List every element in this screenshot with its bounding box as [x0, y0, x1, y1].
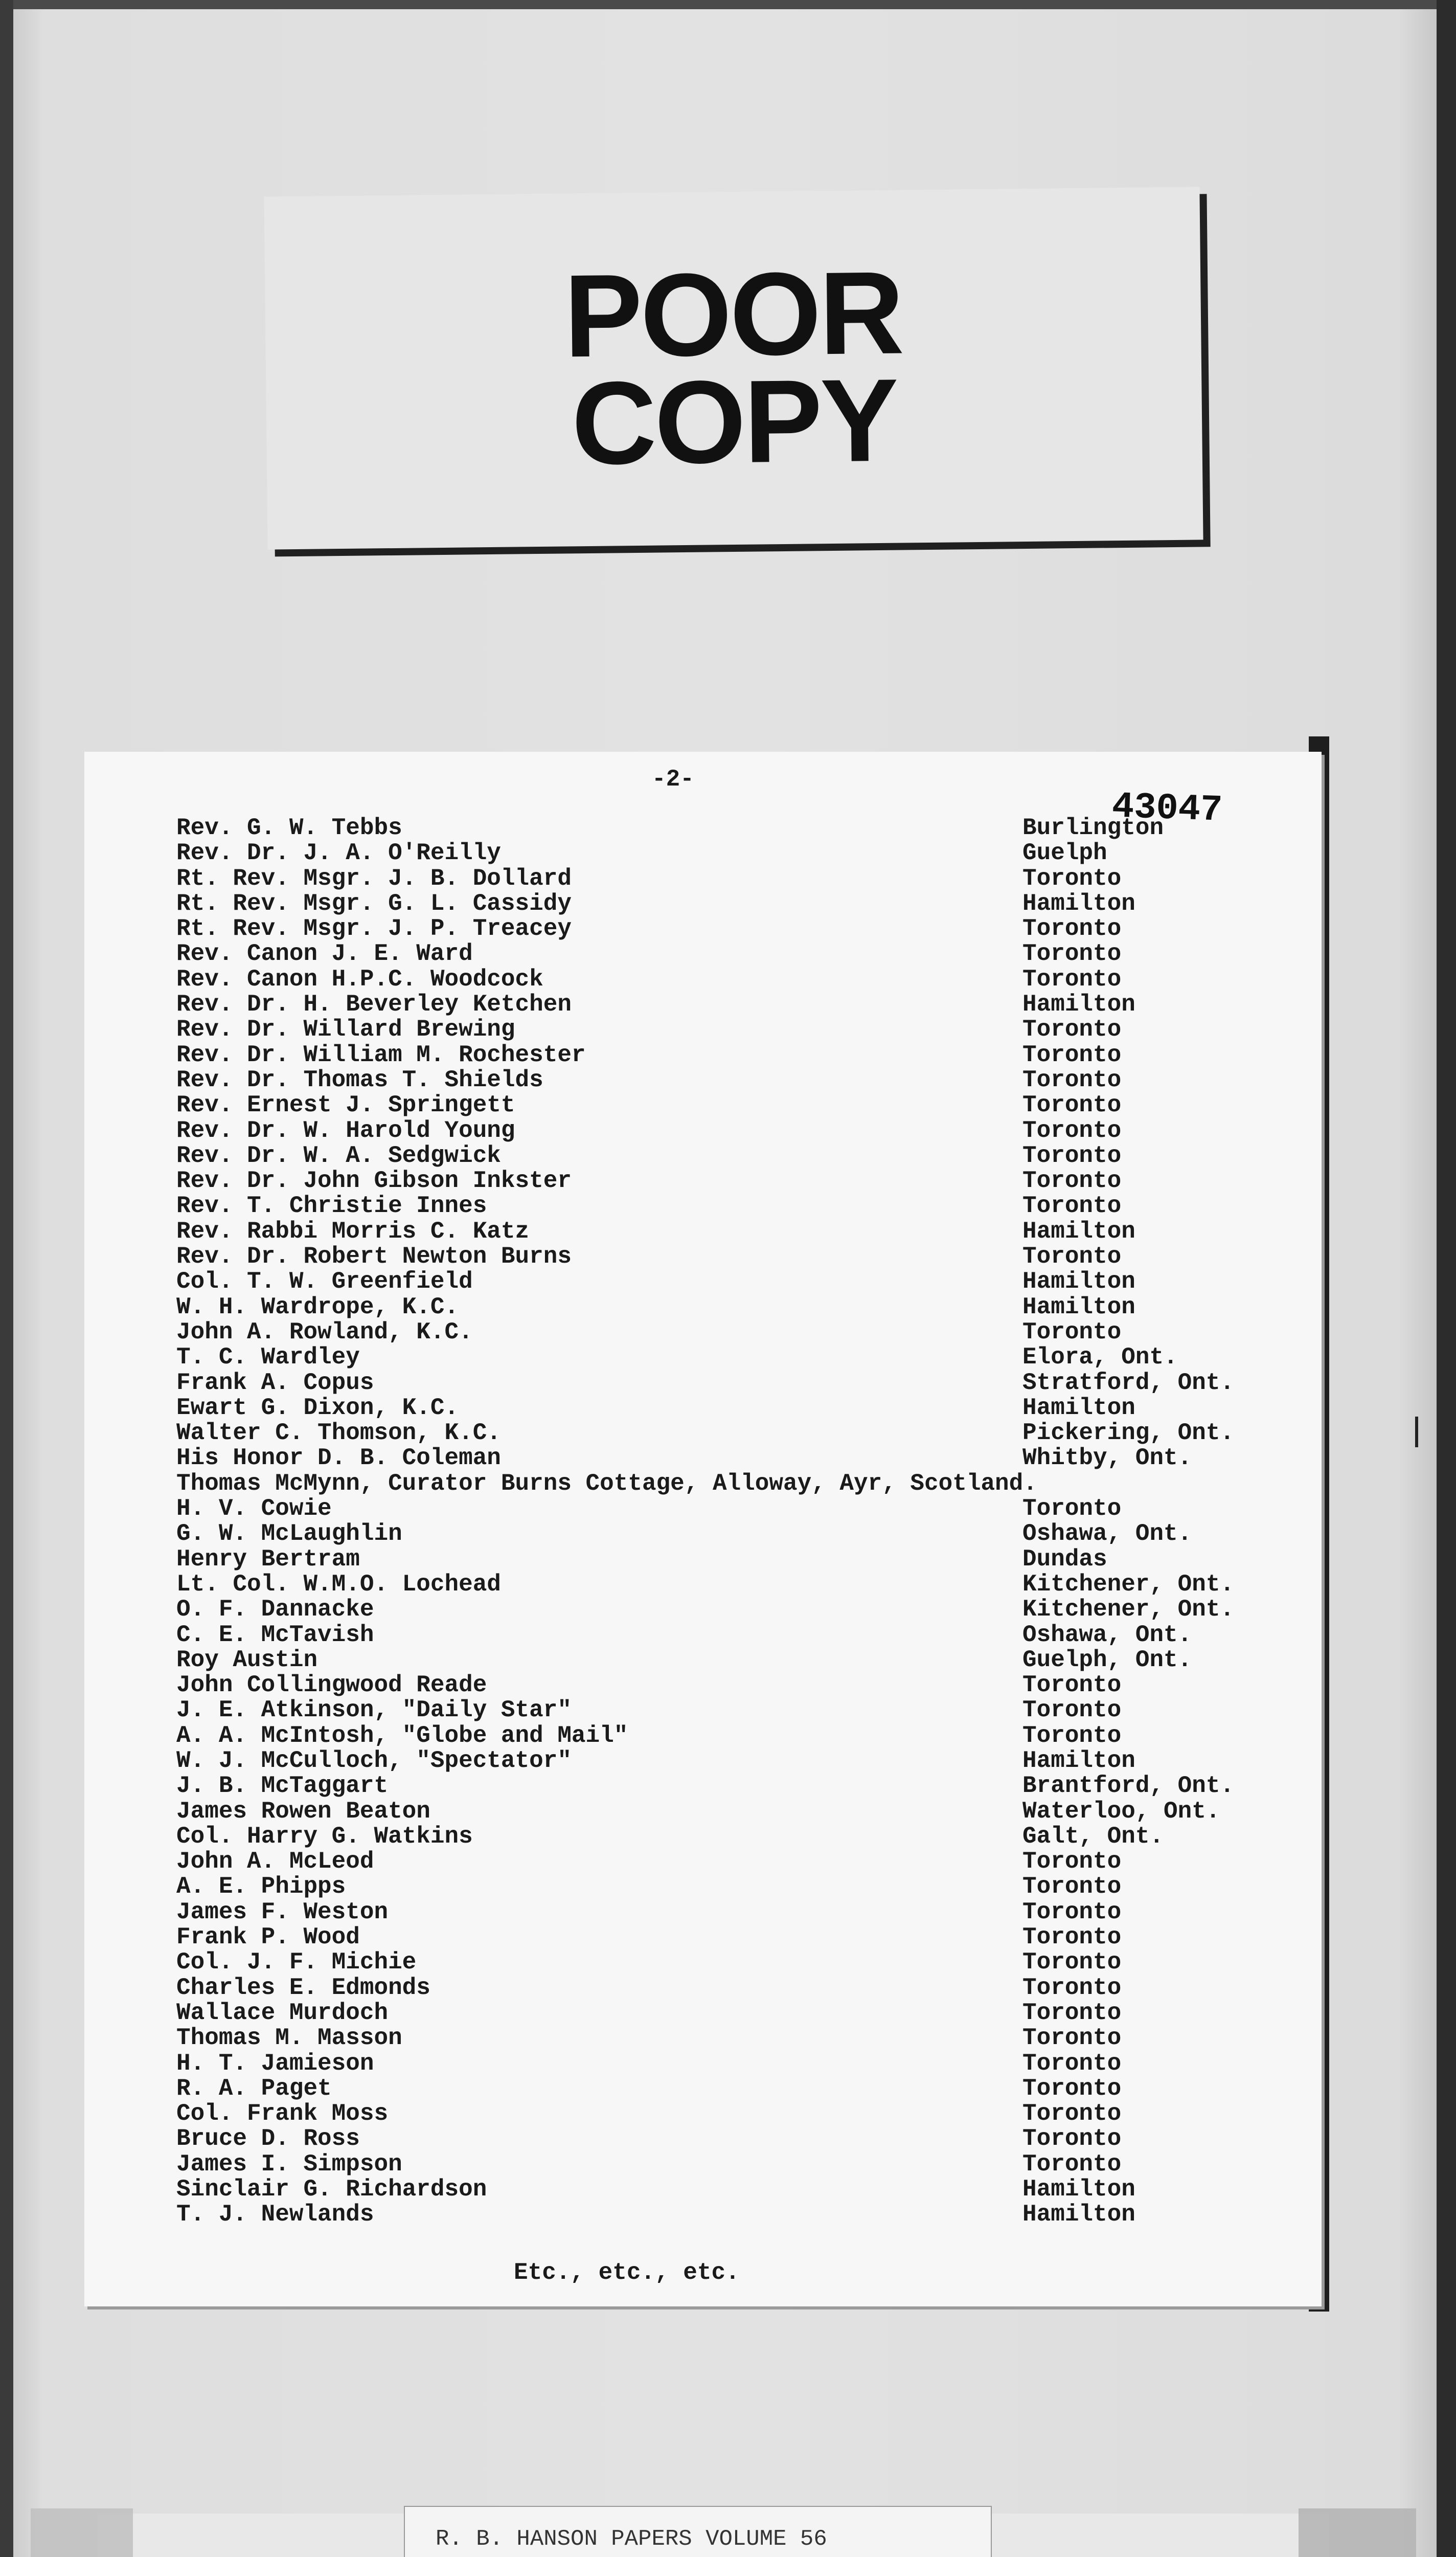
- typed-document-sheet: [84, 752, 1322, 2306]
- entry-name: Thomas M. Masson: [176, 2025, 402, 2052]
- entry-city: Toronto: [1022, 1974, 1122, 2001]
- entry-name: T. J. Newlands: [176, 2201, 374, 2228]
- entry-city: Toronto: [1022, 1318, 1122, 1345]
- entry-city: Toronto: [1022, 1722, 1122, 1749]
- list-item: [176, 1496, 1311, 1521]
- entry-city: Elora, Ont.: [1022, 1344, 1178, 1371]
- entry-city: Whitby, Ont.: [1022, 1445, 1192, 1472]
- entry-name: W. H. Wardrope, K.C.: [176, 1293, 459, 1320]
- poor-copy-line-2: COPY: [571, 354, 898, 489]
- poor-copy-line-1: POOR: [563, 246, 903, 382]
- list-item: [176, 1371, 1311, 1396]
- list-item: [176, 866, 1311, 891]
- tape-left: [31, 2508, 133, 2557]
- list-item: [176, 1723, 1311, 1748]
- entry-name: John A. McLeod: [176, 1848, 374, 1875]
- entry-name: Sinclair G. Richardson: [176, 2176, 487, 2203]
- list-item: [176, 1950, 1311, 1975]
- entry-name: T. C. Wardley: [176, 1344, 360, 1371]
- entry-city: Kitchener, Ont.: [1022, 1571, 1235, 1598]
- list-item: [176, 1900, 1311, 1925]
- list-item: [176, 1446, 1311, 1471]
- entry-city: Galt, Ont.: [1022, 1823, 1164, 1850]
- list-item: [176, 2177, 1311, 2202]
- entry-city: Toronto: [1022, 1092, 1122, 1119]
- list-item: [176, 1093, 1311, 1118]
- list-item: [176, 1194, 1311, 1219]
- entry-name: Rev. Canon J. E. Ward: [176, 940, 473, 968]
- list-item: [176, 1471, 1311, 1496]
- entry-name: Rev. Ernest J. Springett: [176, 1092, 515, 1119]
- entry-name: Rev. Dr. W. A. Sedgwick: [176, 1142, 501, 1169]
- entry-city: Hamilton: [1022, 1268, 1135, 1295]
- entry-city: Toronto: [1022, 1117, 1122, 1144]
- entry-city: Dundas: [1022, 1545, 1107, 1573]
- entry-city: Toronto: [1022, 1697, 1122, 1724]
- entry-city: Toronto: [1022, 1066, 1122, 1093]
- list-item: [176, 1698, 1311, 1723]
- entry-city: Guelph: [1022, 840, 1107, 867]
- entry-name: Rev. Dr. Willard Brewing: [176, 1016, 515, 1043]
- list-item: [176, 1421, 1311, 1446]
- entry-name: Bruce D. Ross: [176, 2125, 360, 2152]
- entry-name: Frank P. Wood: [176, 1924, 360, 1951]
- list-item: [176, 967, 1311, 992]
- list-item: [176, 1597, 1311, 1622]
- entry-name: C. E. McTavish: [176, 1621, 374, 1648]
- entry-name: W. J. McCulloch, "Spectator": [176, 1747, 572, 1774]
- list-item: [176, 2126, 1311, 2151]
- entry-city: Toronto: [1022, 1848, 1122, 1875]
- list-item: [176, 1547, 1311, 1572]
- entry-name: Wallace Murdoch: [176, 1999, 389, 2026]
- list-item: [176, 1396, 1311, 1421]
- entry-city: Toronto: [1022, 2100, 1122, 2127]
- entry-city: Toronto: [1022, 2025, 1122, 2052]
- entry-city: Toronto: [1022, 940, 1122, 968]
- entry-name: Roy Austin: [176, 1646, 318, 1673]
- entry-city: Waterloo, Ont.: [1022, 1798, 1220, 1825]
- entry-name: R. A. Paget: [176, 2075, 332, 2102]
- entry-name: His Honor D. B. Coleman: [176, 1445, 501, 1472]
- entry-city: Toronto: [1022, 966, 1122, 993]
- board-left-edge: [0, 0, 13, 2557]
- list-item: [176, 1799, 1311, 1824]
- list-item: [176, 1976, 1311, 2001]
- list-item: [176, 891, 1311, 916]
- list-item: [176, 992, 1311, 1017]
- list-item: [176, 2152, 1311, 2177]
- entry-name: Col. Harry G. Watkins: [176, 1823, 473, 1850]
- entry-city: Toronto: [1022, 1495, 1122, 1522]
- entry-city: Toronto: [1022, 1016, 1122, 1043]
- entry-name: Rev. Dr. W. Harold Young: [176, 1117, 515, 1144]
- entry-name: Rev. Dr. J. A. O'Reilly: [176, 840, 501, 867]
- entry-name: Thomas McMynn, Curator Burns Cottage, Alloway, Ayr, Scotland.: [176, 1470, 1037, 1497]
- entry-name: James Rowen Beaton: [176, 1798, 430, 1825]
- list-item: [176, 2001, 1311, 2026]
- list-item: [176, 1269, 1311, 1294]
- list-item: [176, 1648, 1311, 1673]
- entry-city: Oshawa, Ont.: [1022, 1621, 1192, 1648]
- entry-name: Rev. T. Christie Innes: [176, 1193, 487, 1220]
- entry-name: Rev. Dr. Robert Newton Burns: [176, 1243, 572, 1270]
- entry-city: Toronto: [1022, 1924, 1122, 1951]
- entry-name: Col. J. F. Michie: [176, 1949, 417, 1976]
- entry-name: Ewart G. Dixon, K.C.: [176, 1394, 459, 1421]
- entry-name: Rev. Canon H.P.C. Woodcock: [176, 966, 543, 993]
- entry-city: Toronto: [1022, 1142, 1122, 1169]
- entry-city: Toronto: [1022, 1168, 1122, 1195]
- entry-city: Toronto: [1022, 2050, 1122, 2077]
- list-item: [176, 1244, 1311, 1269]
- document-number: 43047: [1111, 786, 1223, 832]
- entry-city: Kitchener, Ont.: [1022, 1596, 1235, 1623]
- list-item: [176, 1320, 1311, 1345]
- entry-city: Hamilton: [1022, 991, 1135, 1018]
- entry-name: G. W. McLaughlin: [176, 1520, 402, 1547]
- entry-name: Rev. Dr. H. Beverley Ketchen: [176, 991, 572, 1018]
- list-item: [176, 1774, 1311, 1799]
- entry-name: A. E. Phipps: [176, 1873, 346, 1900]
- list-item: [176, 1143, 1311, 1169]
- entry-name: Col. T. W. Greenfield: [176, 1268, 473, 1295]
- entry-city: Hamilton: [1022, 1747, 1135, 1774]
- entry-name: J. E. Atkinson, "Daily Star": [176, 1697, 572, 1724]
- entry-city: Toronto: [1022, 915, 1122, 943]
- entry-name: Rt. Rev. Msgr. J. B. Dollard: [176, 865, 572, 892]
- list-item: [176, 841, 1311, 866]
- poor-copy-stamp: [264, 187, 1203, 549]
- entry-city: Pickering, Ont.: [1022, 1420, 1235, 1447]
- list-item: [176, 1748, 1311, 1774]
- list-item: [176, 1345, 1311, 1370]
- list-item: [176, 1068, 1311, 1093]
- entry-name: Rev. Dr. John Gibson Inkster: [176, 1168, 572, 1195]
- entry-city: Brantford, Ont.: [1022, 1773, 1235, 1800]
- guest-list: [176, 816, 1311, 2228]
- list-item: [176, 2202, 1311, 2227]
- entry-name: Rt. Rev. Msgr. J. P. Treacey: [176, 915, 572, 943]
- entry-city: Oshawa, Ont.: [1022, 1520, 1192, 1547]
- list-item: [176, 1017, 1311, 1042]
- entry-name: Frank A. Copus: [176, 1369, 374, 1396]
- list-item: [176, 1295, 1311, 1320]
- list-item: [176, 1874, 1311, 1899]
- tape-right: [1299, 2508, 1416, 2557]
- entry-name: A. A. McIntosh, "Globe and Mail": [176, 1722, 628, 1749]
- entry-name: James F. Weston: [176, 1898, 389, 1925]
- entry-name: Rev. Dr. William M. Rochester: [176, 1041, 586, 1068]
- list-item: [176, 2076, 1311, 2101]
- entry-city: Toronto: [1022, 1672, 1122, 1699]
- board-top-edge: [0, 0, 1456, 9]
- list-item: [176, 916, 1311, 941]
- list-item: [176, 1219, 1311, 1244]
- list-item: [176, 1849, 1311, 1874]
- page-number: -2-: [652, 766, 694, 793]
- entry-name: John A. Rowland, K.C.: [176, 1318, 473, 1345]
- entry-name: James I. Simpson: [176, 2150, 402, 2178]
- board-right-edge: [1437, 0, 1456, 2557]
- list-item: [176, 816, 1311, 841]
- entry-city: Toronto: [1022, 1999, 1122, 2026]
- entry-name: O. F. Dannacke: [176, 1596, 374, 1623]
- list-item: [176, 1118, 1311, 1143]
- reference-label: R. B. HANSON PAPERS VOLUME 56: [404, 2506, 992, 2557]
- entry-city: Toronto: [1022, 1193, 1122, 1220]
- entry-name: Col. Frank Moss: [176, 2100, 389, 2127]
- entry-name: H. T. Jamieson: [176, 2050, 374, 2077]
- list-item: [176, 1623, 1311, 1648]
- entry-city: Hamilton: [1022, 1293, 1135, 1320]
- list-item: [176, 2026, 1311, 2051]
- list-item: [176, 1824, 1311, 1849]
- entry-name: John Collingwood Reade: [176, 1672, 487, 1699]
- entry-city: Toronto: [1022, 865, 1122, 892]
- list-item: [176, 941, 1311, 967]
- entry-city: Toronto: [1022, 1898, 1122, 1925]
- list-item: [176, 2051, 1311, 2076]
- entry-city: Toronto: [1022, 1243, 1122, 1270]
- entry-city: Hamilton: [1022, 1394, 1135, 1421]
- entry-city: Toronto: [1022, 2150, 1122, 2178]
- entry-name: J. B. McTaggart: [176, 1773, 389, 1800]
- entry-city: Guelph, Ont.: [1022, 1646, 1192, 1673]
- margin-mark: [1415, 1417, 1418, 1447]
- closing-text: Etc., etc., etc.: [514, 2259, 740, 2286]
- entry-name: Walter C. Thomson, K.C.: [176, 1420, 501, 1447]
- entry-city: Hamilton: [1022, 2201, 1135, 2228]
- list-item: [176, 1169, 1311, 1194]
- entry-name: Rev. Dr. Thomas T. Shields: [176, 1066, 543, 1093]
- list-item: [176, 1572, 1311, 1597]
- entry-city: Hamilton: [1022, 2176, 1135, 2203]
- entry-name: Rt. Rev. Msgr. G. L. Cassidy: [176, 890, 572, 917]
- list-item: [176, 1521, 1311, 1546]
- entry-city: Toronto: [1022, 1041, 1122, 1068]
- entry-city: Toronto: [1022, 2075, 1122, 2102]
- entry-name: Henry Bertram: [176, 1545, 360, 1573]
- entry-city: Stratford, Ont.: [1022, 1369, 1235, 1396]
- list-item: [176, 1925, 1311, 1950]
- list-item: [176, 1043, 1311, 1068]
- entry-city: Toronto: [1022, 2125, 1122, 2152]
- entry-name: Lt. Col. W.M.O. Lochead: [176, 1571, 501, 1598]
- entry-city: Hamilton: [1022, 1218, 1135, 1245]
- entry-name: H. V. Cowie: [176, 1495, 332, 1522]
- list-item: [176, 1673, 1311, 1698]
- entry-city: Toronto: [1022, 1873, 1122, 1900]
- entry-city: Toronto: [1022, 1949, 1122, 1976]
- entry-name: Charles E. Edmonds: [176, 1974, 430, 2001]
- entry-city: Hamilton: [1022, 890, 1135, 917]
- list-item: [176, 2101, 1311, 2126]
- entry-name: Rev. Rabbi Morris C. Katz: [176, 1218, 530, 1245]
- entry-city: Burlington: [1022, 815, 1164, 841]
- entry-name: Rev. G. W. Tebbs: [176, 815, 402, 841]
